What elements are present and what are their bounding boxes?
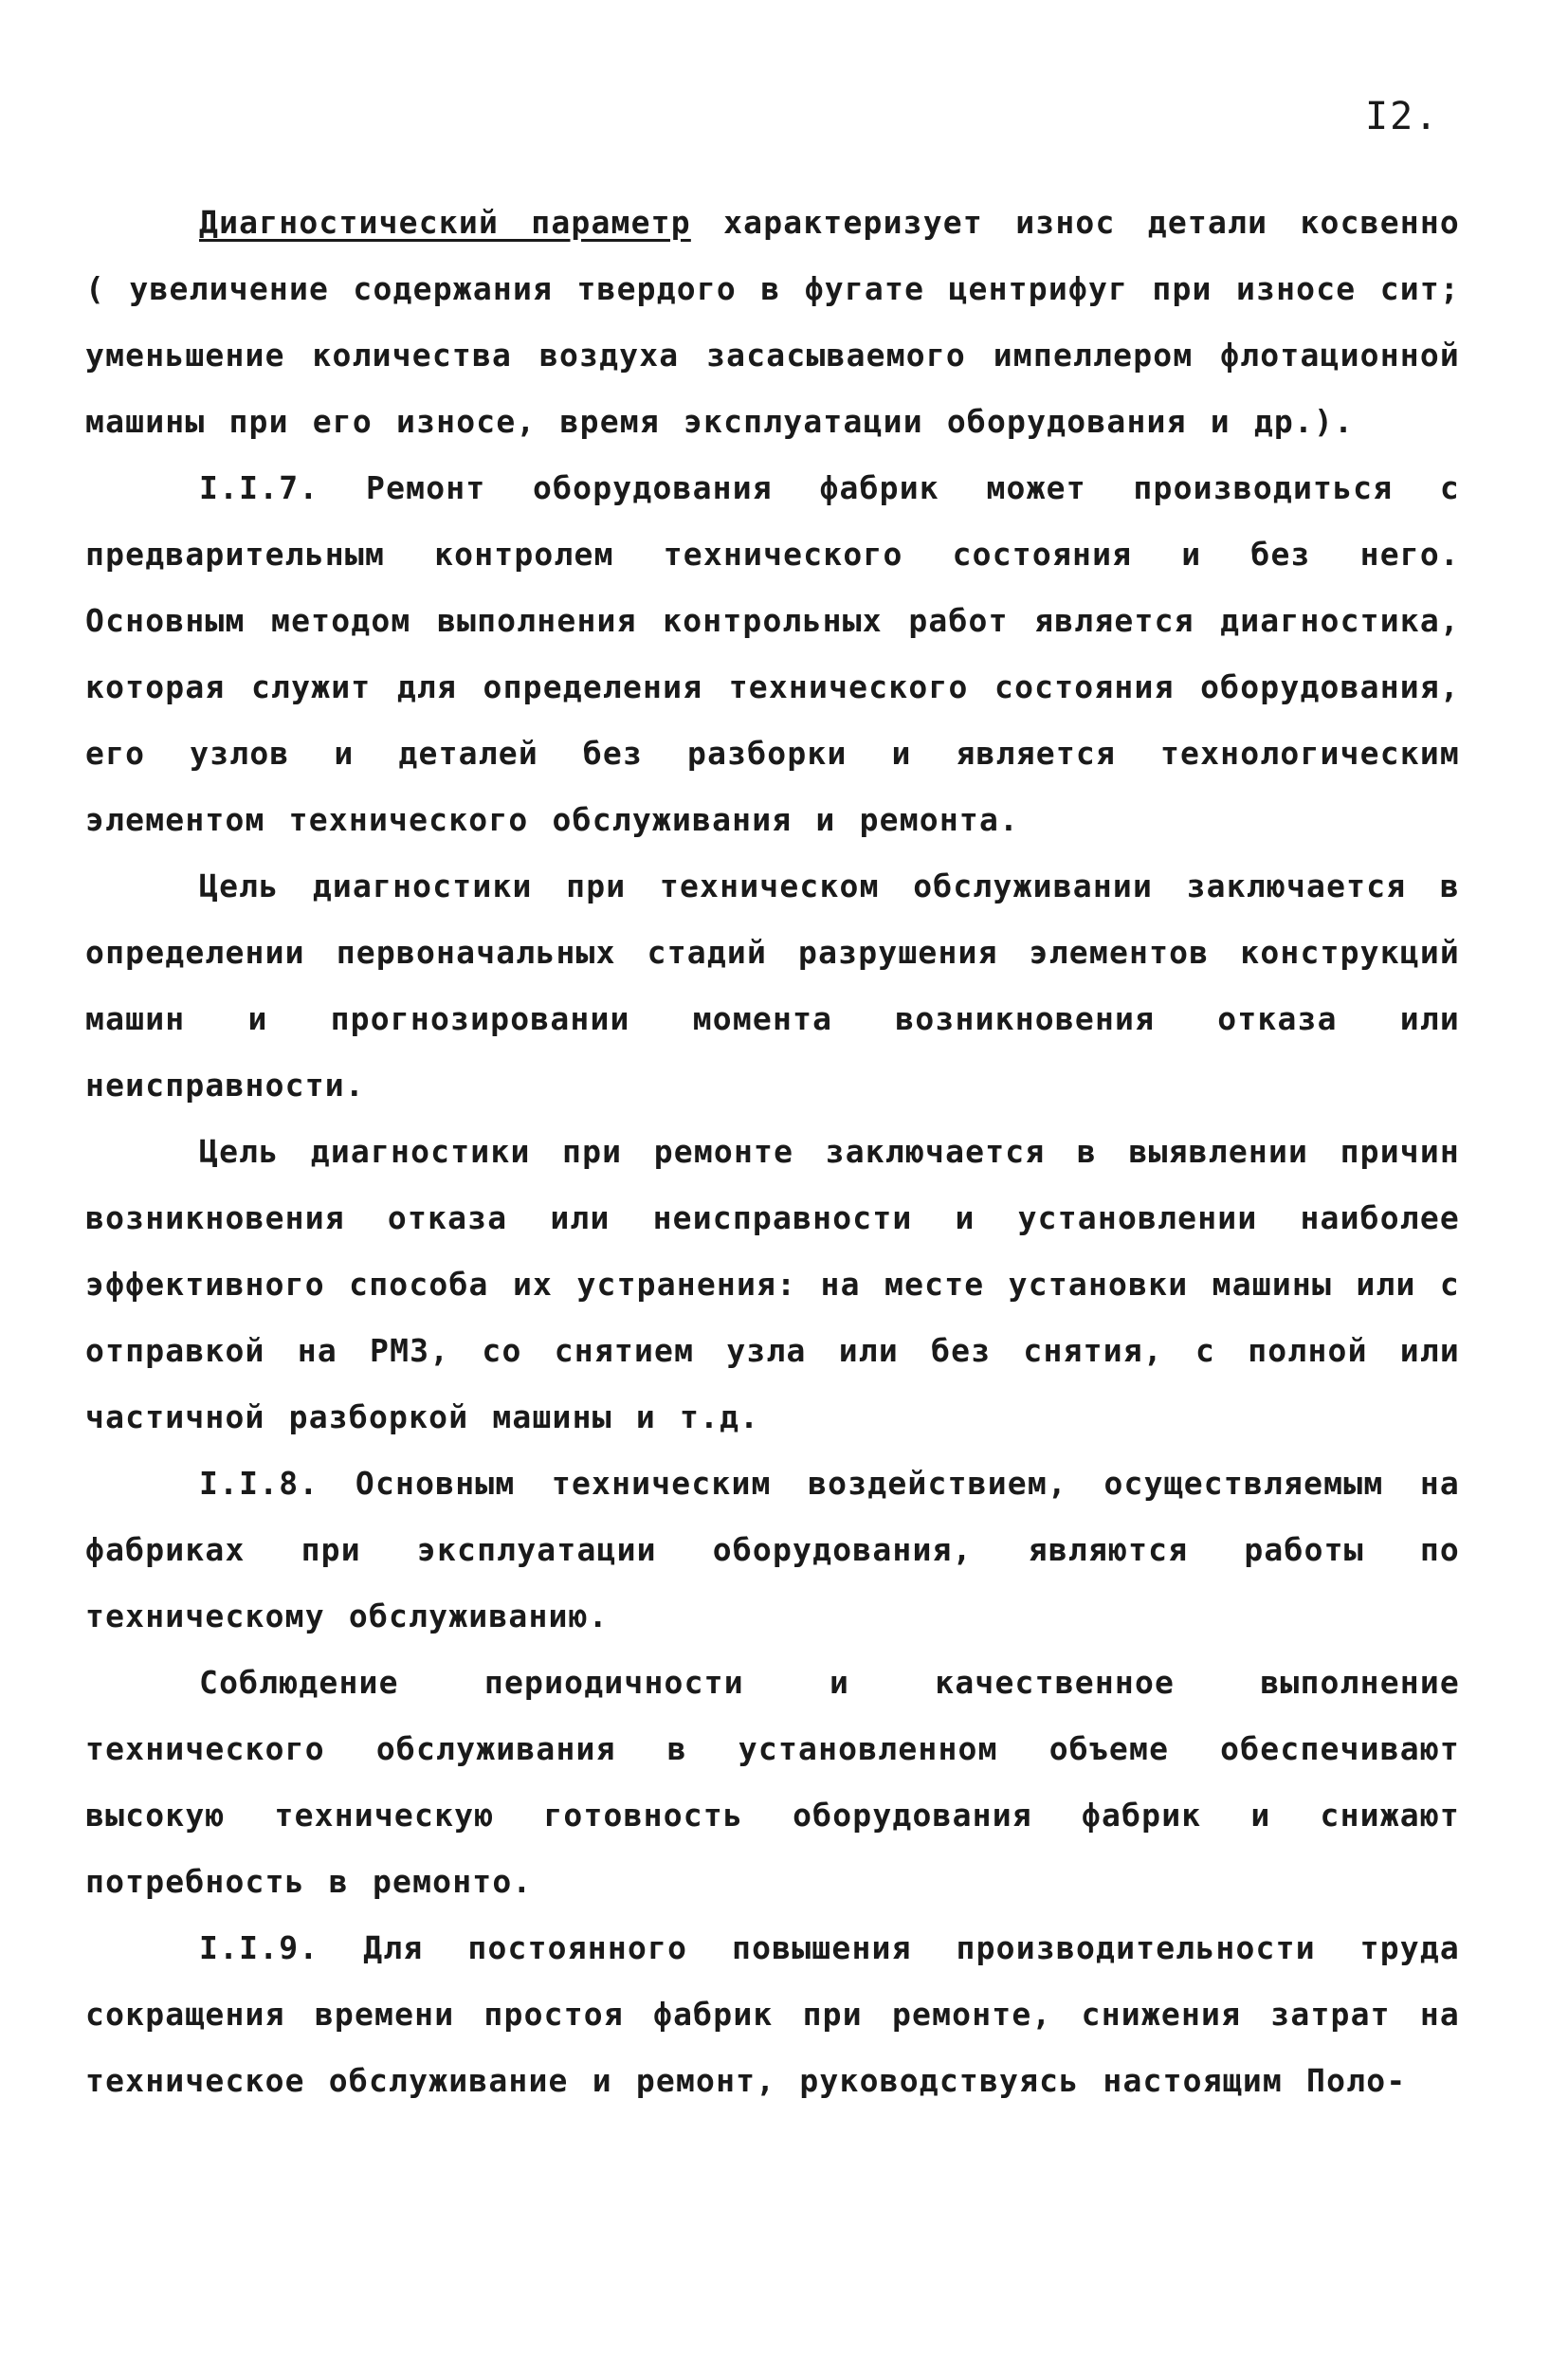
page-number: I2. — [1365, 95, 1440, 138]
paragraph-diagnostic-parameter — [85, 190, 1460, 455]
paragraph-1-1-9: I.I.9. Для постоянного повышения производительности труда сокращения времени простоя фабрик при ремонте, снижения затрат на техническое обслуживание и ремонт, руководствуясь настоящим Поло- — [85, 1929, 1460, 2099]
body-text — [85, 190, 1460, 2114]
paragraph-periodicity: Соблюдение периодичности и качественное выполнение технического обслуживания в установленном объеме обеспечивают высокую техническую готовность оборудования фабрик и снижают потребность в ремонто. — [85, 1664, 1460, 1900]
paragraph-repair-diagnostics: Цель диагностики при ремонте заключается в выявлении причин возникновения отказа или неисправности и установлении наиболее эффективного способа их устранения: на месте установки машины или с отправкой на РМЗ, со снятием узла или без снятия, с полной или частичной разборкой машины и т.д. — [85, 1133, 1460, 1435]
paragraph-text: характеризует износ детали косвенно ( увеличение содержания твердого в фугате центрифуг при износе сит; уменьшение количества воздуха засасываемого импеллером флотационной машины при его износе, время эксплуатации оборудования и др.). — [85, 204, 1460, 440]
paragraph-1-1-7: I.I.7. Ремонт оборудования фабрик может производиться с предварительным контролем технического состояния и без него. Основным методом выполнения контрольных работ является диагностика, которая служит для определения технического состояния оборудования, его узлов и деталей без разборки и является технологическим элементом технического обслуживания и ремонта. — [85, 469, 1460, 838]
underlined-term: Диагностический параметр — [199, 204, 691, 241]
paragraph-maintenance-diagnostics: Цель диагностики при техническом обслуживании заключается в определении первоначальных стадий разрушения элементов конструкций машин и прогнозировании момента возникновения отказа или неисправности. — [85, 867, 1460, 1104]
paragraph-1-1-8: I.I.8. Основным техническим воздействием, осуществляемым на фабриках при эксплуатации оборудования, являются работы по техническому обслуживанию. — [85, 1465, 1460, 1634]
